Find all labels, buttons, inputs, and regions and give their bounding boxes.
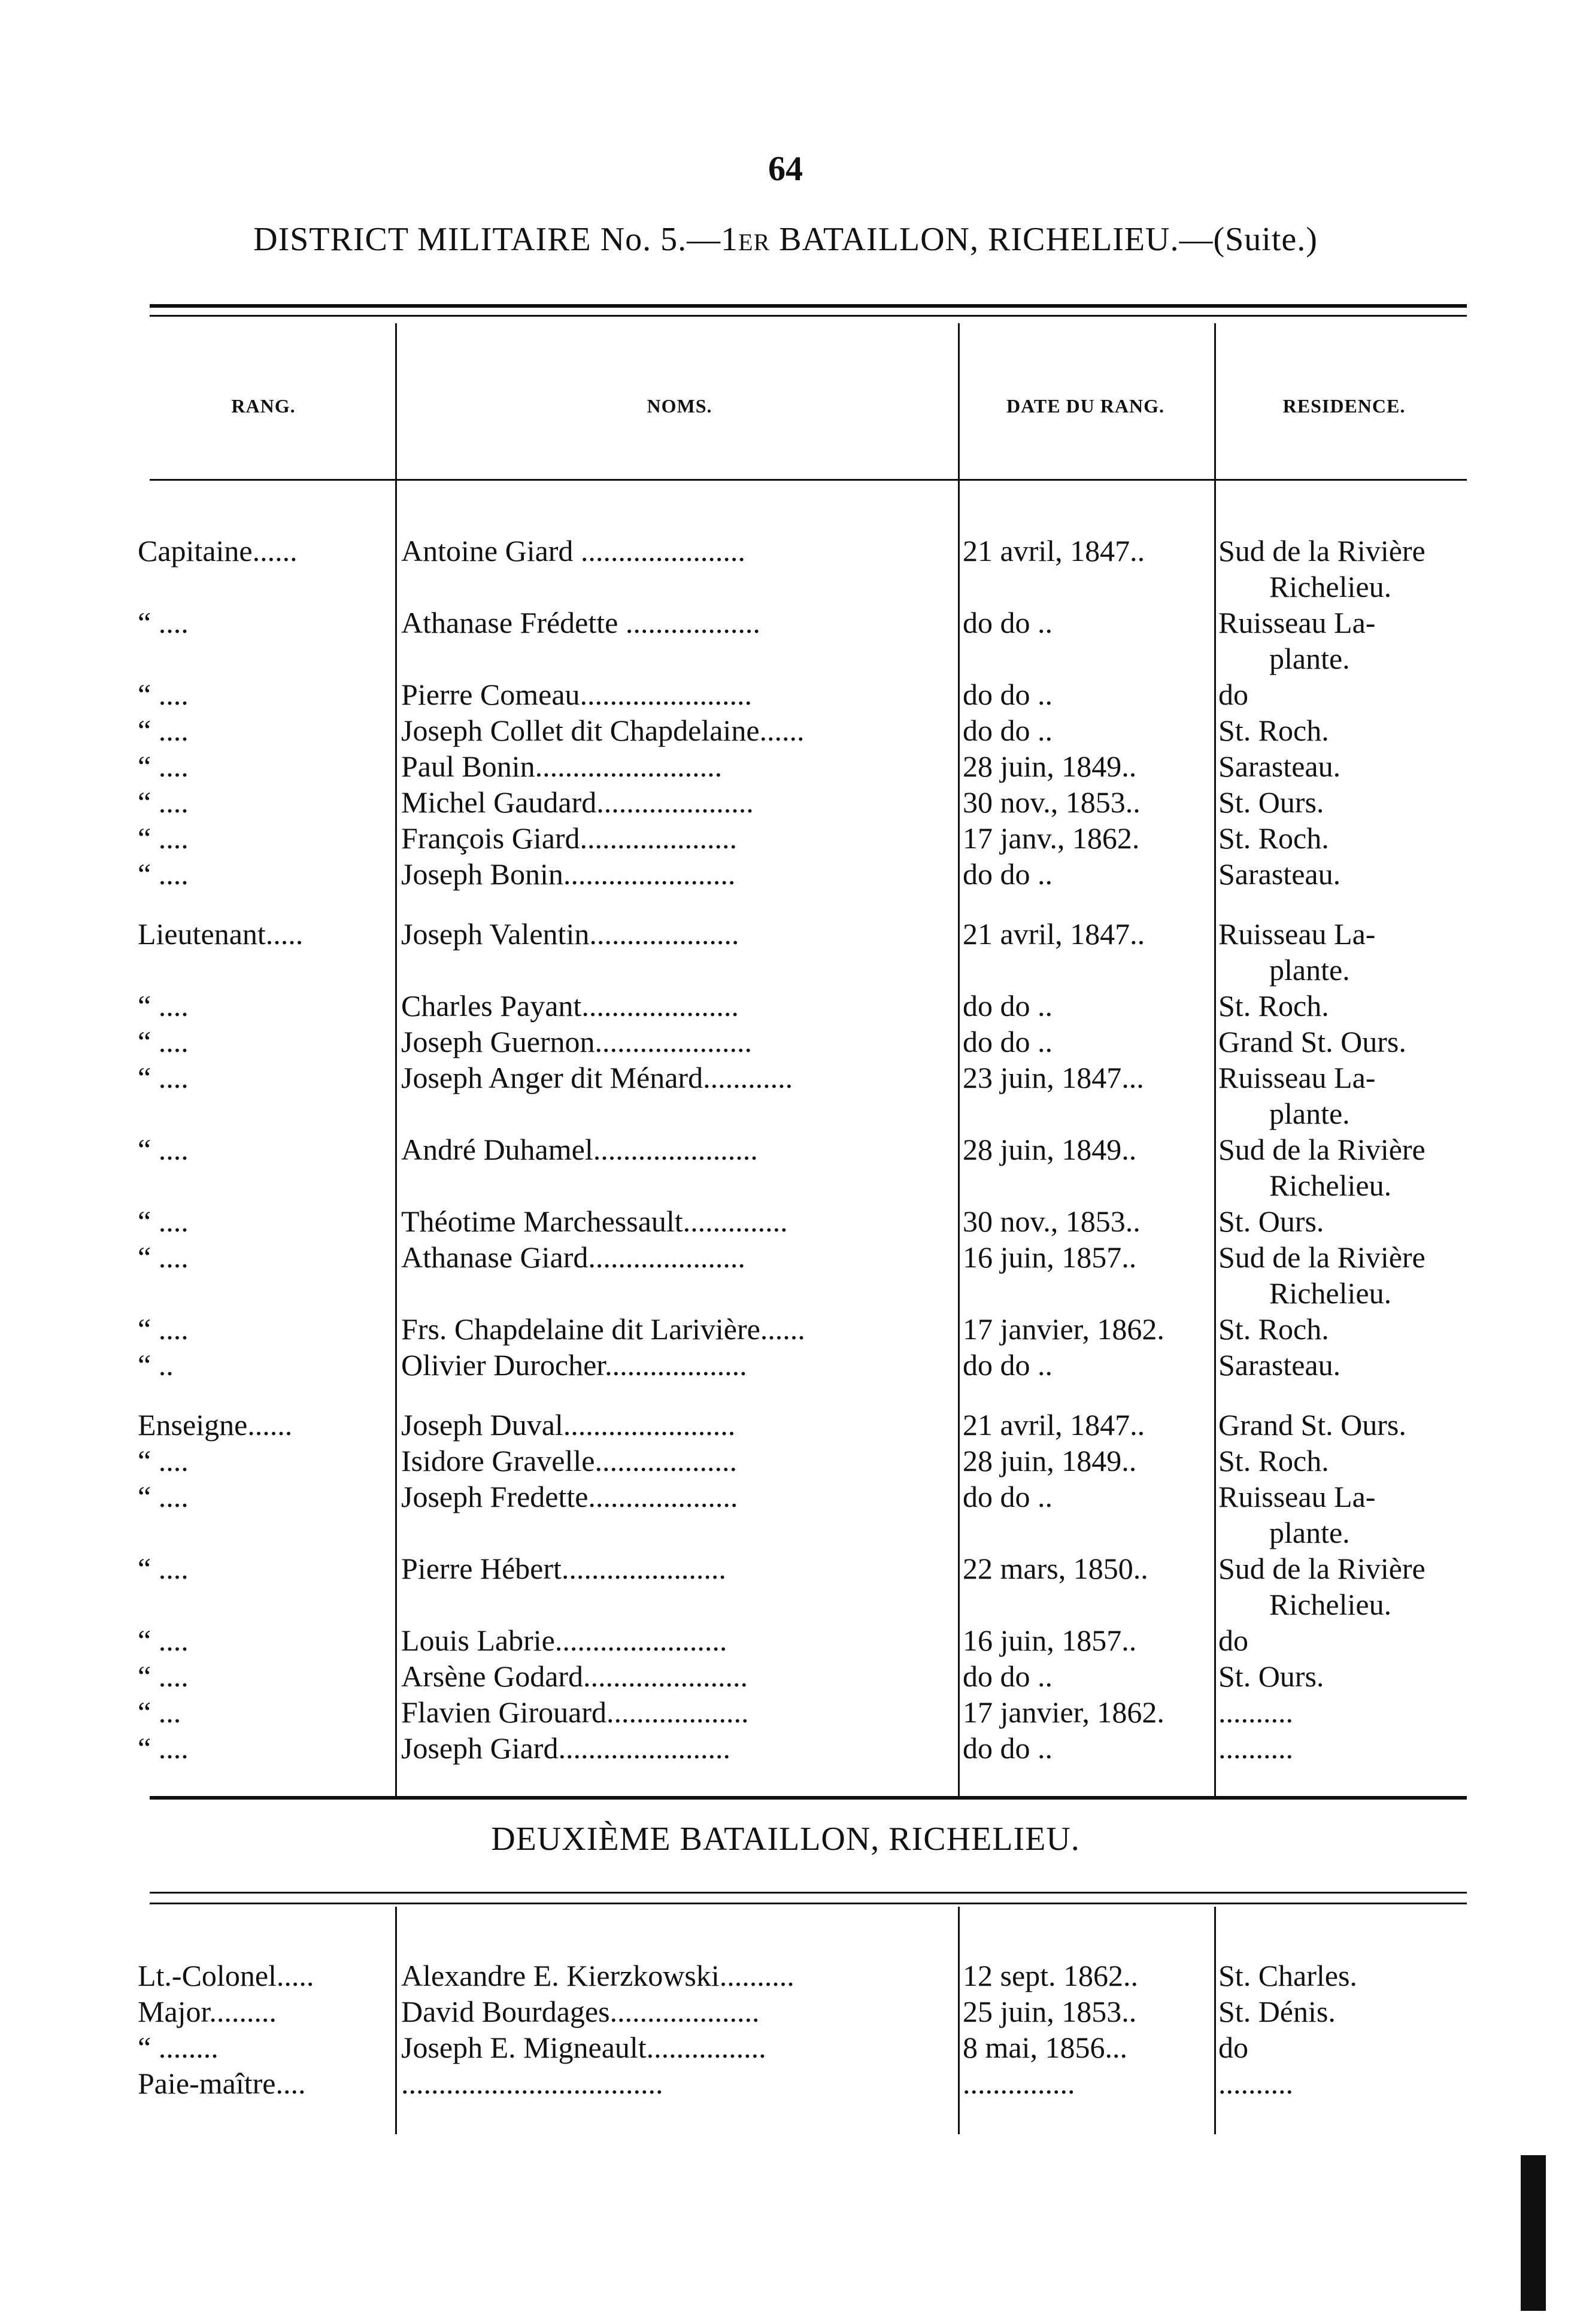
table-row bbox=[0, 1060, 1571, 1130]
residence-cell: Grand St. Ours. bbox=[1218, 1025, 1406, 1058]
rank-cell: Capitaine...... bbox=[138, 534, 298, 568]
date-cell: 12 sept. 1862.. bbox=[963, 1959, 1139, 1992]
rank-cell: “ .... bbox=[138, 1480, 189, 1513]
section2-top-rule-inner bbox=[150, 1903, 1467, 1904]
table-row bbox=[0, 1239, 1571, 1310]
rank-cell: “ .... bbox=[138, 785, 189, 819]
residence-cell: St. Charles. bbox=[1218, 1959, 1357, 1992]
residence-cell: Ruisseau La- bbox=[1218, 917, 1376, 951]
residence-cell: Sud de la Rivière bbox=[1218, 1552, 1426, 1585]
rank-cell: “ .... bbox=[138, 1552, 189, 1585]
residence-cont-cell: plante. bbox=[1269, 1516, 1350, 1549]
rank-cell: “ ........ bbox=[138, 2031, 219, 2064]
table-row bbox=[0, 2065, 1571, 2101]
table-row bbox=[0, 533, 1571, 603]
section-rule bbox=[150, 1796, 1467, 1800]
name-cell: Joseph Bonin....................... bbox=[401, 857, 736, 891]
residence-cell: St. Roch. bbox=[1218, 1312, 1329, 1346]
table-row bbox=[0, 748, 1571, 784]
name-cell: Joseph Collet dit Chapdelaine...... bbox=[401, 714, 805, 747]
residence-cell: St. Roch. bbox=[1218, 989, 1329, 1023]
date-cell: do do .. bbox=[963, 714, 1053, 747]
residence-cell: St. Ours. bbox=[1218, 1659, 1324, 1693]
table-row bbox=[0, 1479, 1571, 1549]
header-date: DATE DU RANG. bbox=[1006, 395, 1164, 417]
title-tail: BATAILLON, RICHELIEU.—(Suite.) bbox=[770, 221, 1318, 258]
rank-cell: “ .... bbox=[138, 1659, 189, 1693]
residence-cell: do bbox=[1218, 1624, 1248, 1657]
name-cell: Athanase Frédette .................. bbox=[401, 606, 760, 639]
table-row bbox=[0, 916, 1571, 987]
residence-cell: St. Dénis. bbox=[1218, 1995, 1336, 2028]
name-cell: Athanase Giard..................... bbox=[401, 1240, 745, 1274]
residence-cont-cell: plante. bbox=[1269, 1097, 1350, 1130]
name-cell: Théotime Marchessault.............. bbox=[401, 1205, 788, 1238]
date-cell: do do .. bbox=[963, 1348, 1053, 1382]
name-cell: Olivier Durocher................... bbox=[401, 1348, 747, 1382]
residence-cell: St. Ours. bbox=[1218, 785, 1324, 819]
date-cell: 17 janv., 1862. bbox=[963, 821, 1140, 855]
header-name: NOMS. bbox=[647, 395, 712, 417]
rank-cell: “ .... bbox=[138, 678, 189, 711]
name-cell: Flavien Girouard................... bbox=[401, 1695, 749, 1729]
residence-cell: Sud de la Rivière bbox=[1218, 1240, 1426, 1274]
date-cell: do do .. bbox=[963, 1659, 1053, 1693]
name-cell: David Bourdages.................... bbox=[401, 1995, 760, 2028]
table-row bbox=[0, 1203, 1571, 1239]
residence-cont-cell: plante. bbox=[1269, 642, 1350, 675]
residence-cell: Ruisseau La- bbox=[1218, 1061, 1376, 1094]
date-cell: do do .. bbox=[963, 606, 1053, 639]
table-row bbox=[0, 1024, 1571, 1060]
name-cell: Pierre Comeau....................... bbox=[401, 678, 753, 711]
residence-cont-cell: Richelieu. bbox=[1269, 1588, 1392, 1621]
date-cell: 21 avril, 1847.. bbox=[963, 917, 1145, 951]
name-cell: Joseph Anger dit Ménard............ bbox=[401, 1061, 793, 1094]
date-cell: 17 janvier, 1862. bbox=[963, 1695, 1164, 1729]
date-cell: do do .. bbox=[963, 1480, 1053, 1513]
date-cell: 28 juin, 1849.. bbox=[963, 1444, 1137, 1477]
name-cell: Joseph Valentin.................... bbox=[401, 917, 739, 951]
rank-cell: “ .... bbox=[138, 1624, 189, 1657]
residence-cell: do bbox=[1218, 2031, 1248, 2064]
residence-cell: St. Roch. bbox=[1218, 714, 1329, 747]
table-row bbox=[0, 712, 1571, 748]
residence-cell: St. Roch. bbox=[1218, 821, 1329, 855]
table-row bbox=[0, 676, 1571, 712]
date-cell: 8 mai, 1856... bbox=[963, 2031, 1127, 2064]
page-number: 64 bbox=[768, 149, 803, 188]
date-cell: 17 janvier, 1862. bbox=[963, 1312, 1164, 1346]
table-row bbox=[0, 605, 1571, 675]
residence-cont-cell: Richelieu. bbox=[1269, 1169, 1392, 1202]
name-cell: Isidore Gravelle................... bbox=[401, 1444, 737, 1477]
top-rule-inner bbox=[150, 315, 1467, 317]
name-cell: Frs. Chapdelaine dit Larivière...... bbox=[401, 1312, 805, 1346]
residence-cell: Sarasteau. bbox=[1218, 1348, 1341, 1382]
rank-cell: “ .... bbox=[138, 989, 189, 1023]
date-cell: ............... bbox=[963, 2067, 1075, 2100]
residence-cell: St. Ours. bbox=[1218, 1205, 1324, 1238]
residence-cell: Ruisseau La- bbox=[1218, 606, 1376, 639]
name-cell: François Giard..................... bbox=[401, 821, 738, 855]
table-row bbox=[0, 1311, 1571, 1347]
rank-cell: “ .... bbox=[138, 1205, 189, 1238]
name-cell: Pierre Hébert...................... bbox=[401, 1552, 726, 1585]
date-cell: 22 mars, 1850.. bbox=[963, 1552, 1148, 1585]
rank-cell: Enseigne...... bbox=[138, 1408, 293, 1442]
residence-cell: Sud de la Rivière bbox=[1218, 534, 1426, 568]
table-row bbox=[0, 1730, 1571, 1766]
rank-cell: “ .... bbox=[138, 1240, 189, 1274]
name-cell: Charles Payant..................... bbox=[401, 989, 739, 1023]
scan-marker bbox=[1521, 2155, 1546, 2311]
table-row bbox=[0, 1622, 1571, 1658]
rank-cell: “ .. bbox=[138, 1348, 174, 1382]
residence-cell: St. Roch. bbox=[1218, 1444, 1329, 1477]
date-cell: do do .. bbox=[963, 989, 1053, 1023]
residence-cell: Ruisseau La- bbox=[1218, 1480, 1376, 1513]
table-row bbox=[0, 784, 1571, 820]
header-residence: RESIDENCE. bbox=[1282, 395, 1406, 417]
name-cell: Paul Bonin......................... bbox=[401, 750, 723, 783]
date-cell: do do .. bbox=[963, 1731, 1053, 1765]
rank-cell: Lt.-Colonel..... bbox=[138, 1959, 314, 1992]
name-cell: Joseph Guernon..................... bbox=[401, 1025, 753, 1058]
table-row bbox=[0, 1958, 1571, 1994]
date-cell: do do .. bbox=[963, 857, 1053, 891]
table-row bbox=[0, 1994, 1571, 2029]
date-cell: 28 juin, 1849.. bbox=[963, 750, 1137, 783]
date-cell: 28 juin, 1849.. bbox=[963, 1133, 1137, 1166]
residence-cont-cell: Richelieu. bbox=[1269, 1276, 1392, 1310]
name-cell: Joseph Giard....................... bbox=[401, 1731, 730, 1765]
top-rule bbox=[150, 304, 1467, 308]
rank-cell: Lieutenant..... bbox=[138, 917, 304, 951]
residence-cont-cell: Richelieu. bbox=[1269, 570, 1392, 603]
table-row bbox=[0, 1131, 1571, 1202]
rank-cell: “ .... bbox=[138, 714, 189, 747]
date-cell: 25 juin, 1853.. bbox=[963, 1995, 1137, 2028]
table-row bbox=[0, 2029, 1571, 2065]
rank-cell: Major......... bbox=[138, 1995, 277, 2028]
rank-cell: “ ... bbox=[138, 1695, 181, 1729]
rank-cell: “ .... bbox=[138, 750, 189, 783]
rank-cell: “ .... bbox=[138, 821, 189, 855]
name-cell: Michel Gaudard..................... bbox=[401, 785, 754, 819]
date-cell: 21 avril, 1847.. bbox=[963, 1408, 1145, 1442]
table-row bbox=[0, 1407, 1571, 1443]
rank-cell: “ .... bbox=[138, 1312, 189, 1346]
date-cell: 21 avril, 1847.. bbox=[963, 534, 1145, 568]
name-cell: Alexandre E. Kierzkowski.......... bbox=[401, 1959, 794, 1992]
rank-cell: “ .... bbox=[138, 1731, 189, 1765]
table-row bbox=[0, 820, 1571, 856]
rank-cell: “ .... bbox=[138, 1025, 189, 1058]
date-cell: 30 nov., 1853.. bbox=[963, 785, 1141, 819]
name-cell: Louis Labrie....................... bbox=[401, 1624, 727, 1657]
residence-cell: .......... bbox=[1218, 1731, 1293, 1765]
rank-cell: “ .... bbox=[138, 1061, 189, 1094]
date-cell: 23 juin, 1847... bbox=[963, 1061, 1144, 1094]
name-cell: ................................... bbox=[401, 2067, 663, 2100]
rank-cell: “ .... bbox=[138, 1133, 189, 1166]
table-row bbox=[0, 1551, 1571, 1621]
residence-cell: Grand St. Ours. bbox=[1218, 1408, 1406, 1442]
residence-cell: Sud de la Rivière bbox=[1218, 1133, 1426, 1166]
title-small-caps: ER bbox=[738, 229, 771, 256]
date-cell: 30 nov., 1853.. bbox=[963, 1205, 1141, 1238]
residence-cell: .......... bbox=[1218, 1695, 1293, 1729]
table-row bbox=[0, 1694, 1571, 1730]
table-header bbox=[0, 395, 1571, 431]
name-cell: Arsène Godard...................... bbox=[401, 1659, 748, 1693]
date-cell: 16 juin, 1857.. bbox=[963, 1624, 1137, 1657]
table-row bbox=[0, 1658, 1571, 1694]
rank-cell: Paie-maître.... bbox=[138, 2067, 306, 2100]
name-cell: Antoine Giard ...................... bbox=[401, 534, 745, 568]
name-cell: André Duhamel...................... bbox=[401, 1133, 758, 1166]
residence-cell: Sarasteau. bbox=[1218, 857, 1341, 891]
residence-cell: .......... bbox=[1218, 2067, 1293, 2100]
table-row bbox=[0, 856, 1571, 892]
name-cell: Joseph Fredette.................... bbox=[401, 1480, 738, 1513]
table-row bbox=[0, 1443, 1571, 1479]
title-main: DISTRICT MILITAIRE No. 5.—1 bbox=[253, 221, 739, 258]
table-row bbox=[0, 988, 1571, 1024]
residence-cont-cell: plante. bbox=[1269, 953, 1350, 987]
rank-cell: “ .... bbox=[138, 606, 189, 639]
name-cell: Joseph Duval....................... bbox=[401, 1408, 736, 1442]
rank-cell: “ .... bbox=[138, 857, 189, 891]
name-cell: Joseph E. Migneault................ bbox=[401, 2031, 766, 2064]
header-rule bbox=[150, 479, 1467, 481]
table-row bbox=[0, 1347, 1571, 1383]
residence-cell: Sarasteau. bbox=[1218, 750, 1341, 783]
date-cell: do do .. bbox=[963, 678, 1053, 711]
page-title bbox=[0, 220, 1571, 259]
date-cell: do do .. bbox=[963, 1025, 1053, 1058]
date-cell: 16 juin, 1857.. bbox=[963, 1240, 1137, 1274]
residence-cell: do bbox=[1218, 678, 1248, 711]
header-rank: RANG. bbox=[231, 395, 296, 417]
rank-cell: “ .... bbox=[138, 1444, 189, 1477]
section-title: DEUXIÈME BATAILLON, RICHELIEU. bbox=[491, 1821, 1080, 1858]
section2-top-rule bbox=[150, 1892, 1467, 1894]
